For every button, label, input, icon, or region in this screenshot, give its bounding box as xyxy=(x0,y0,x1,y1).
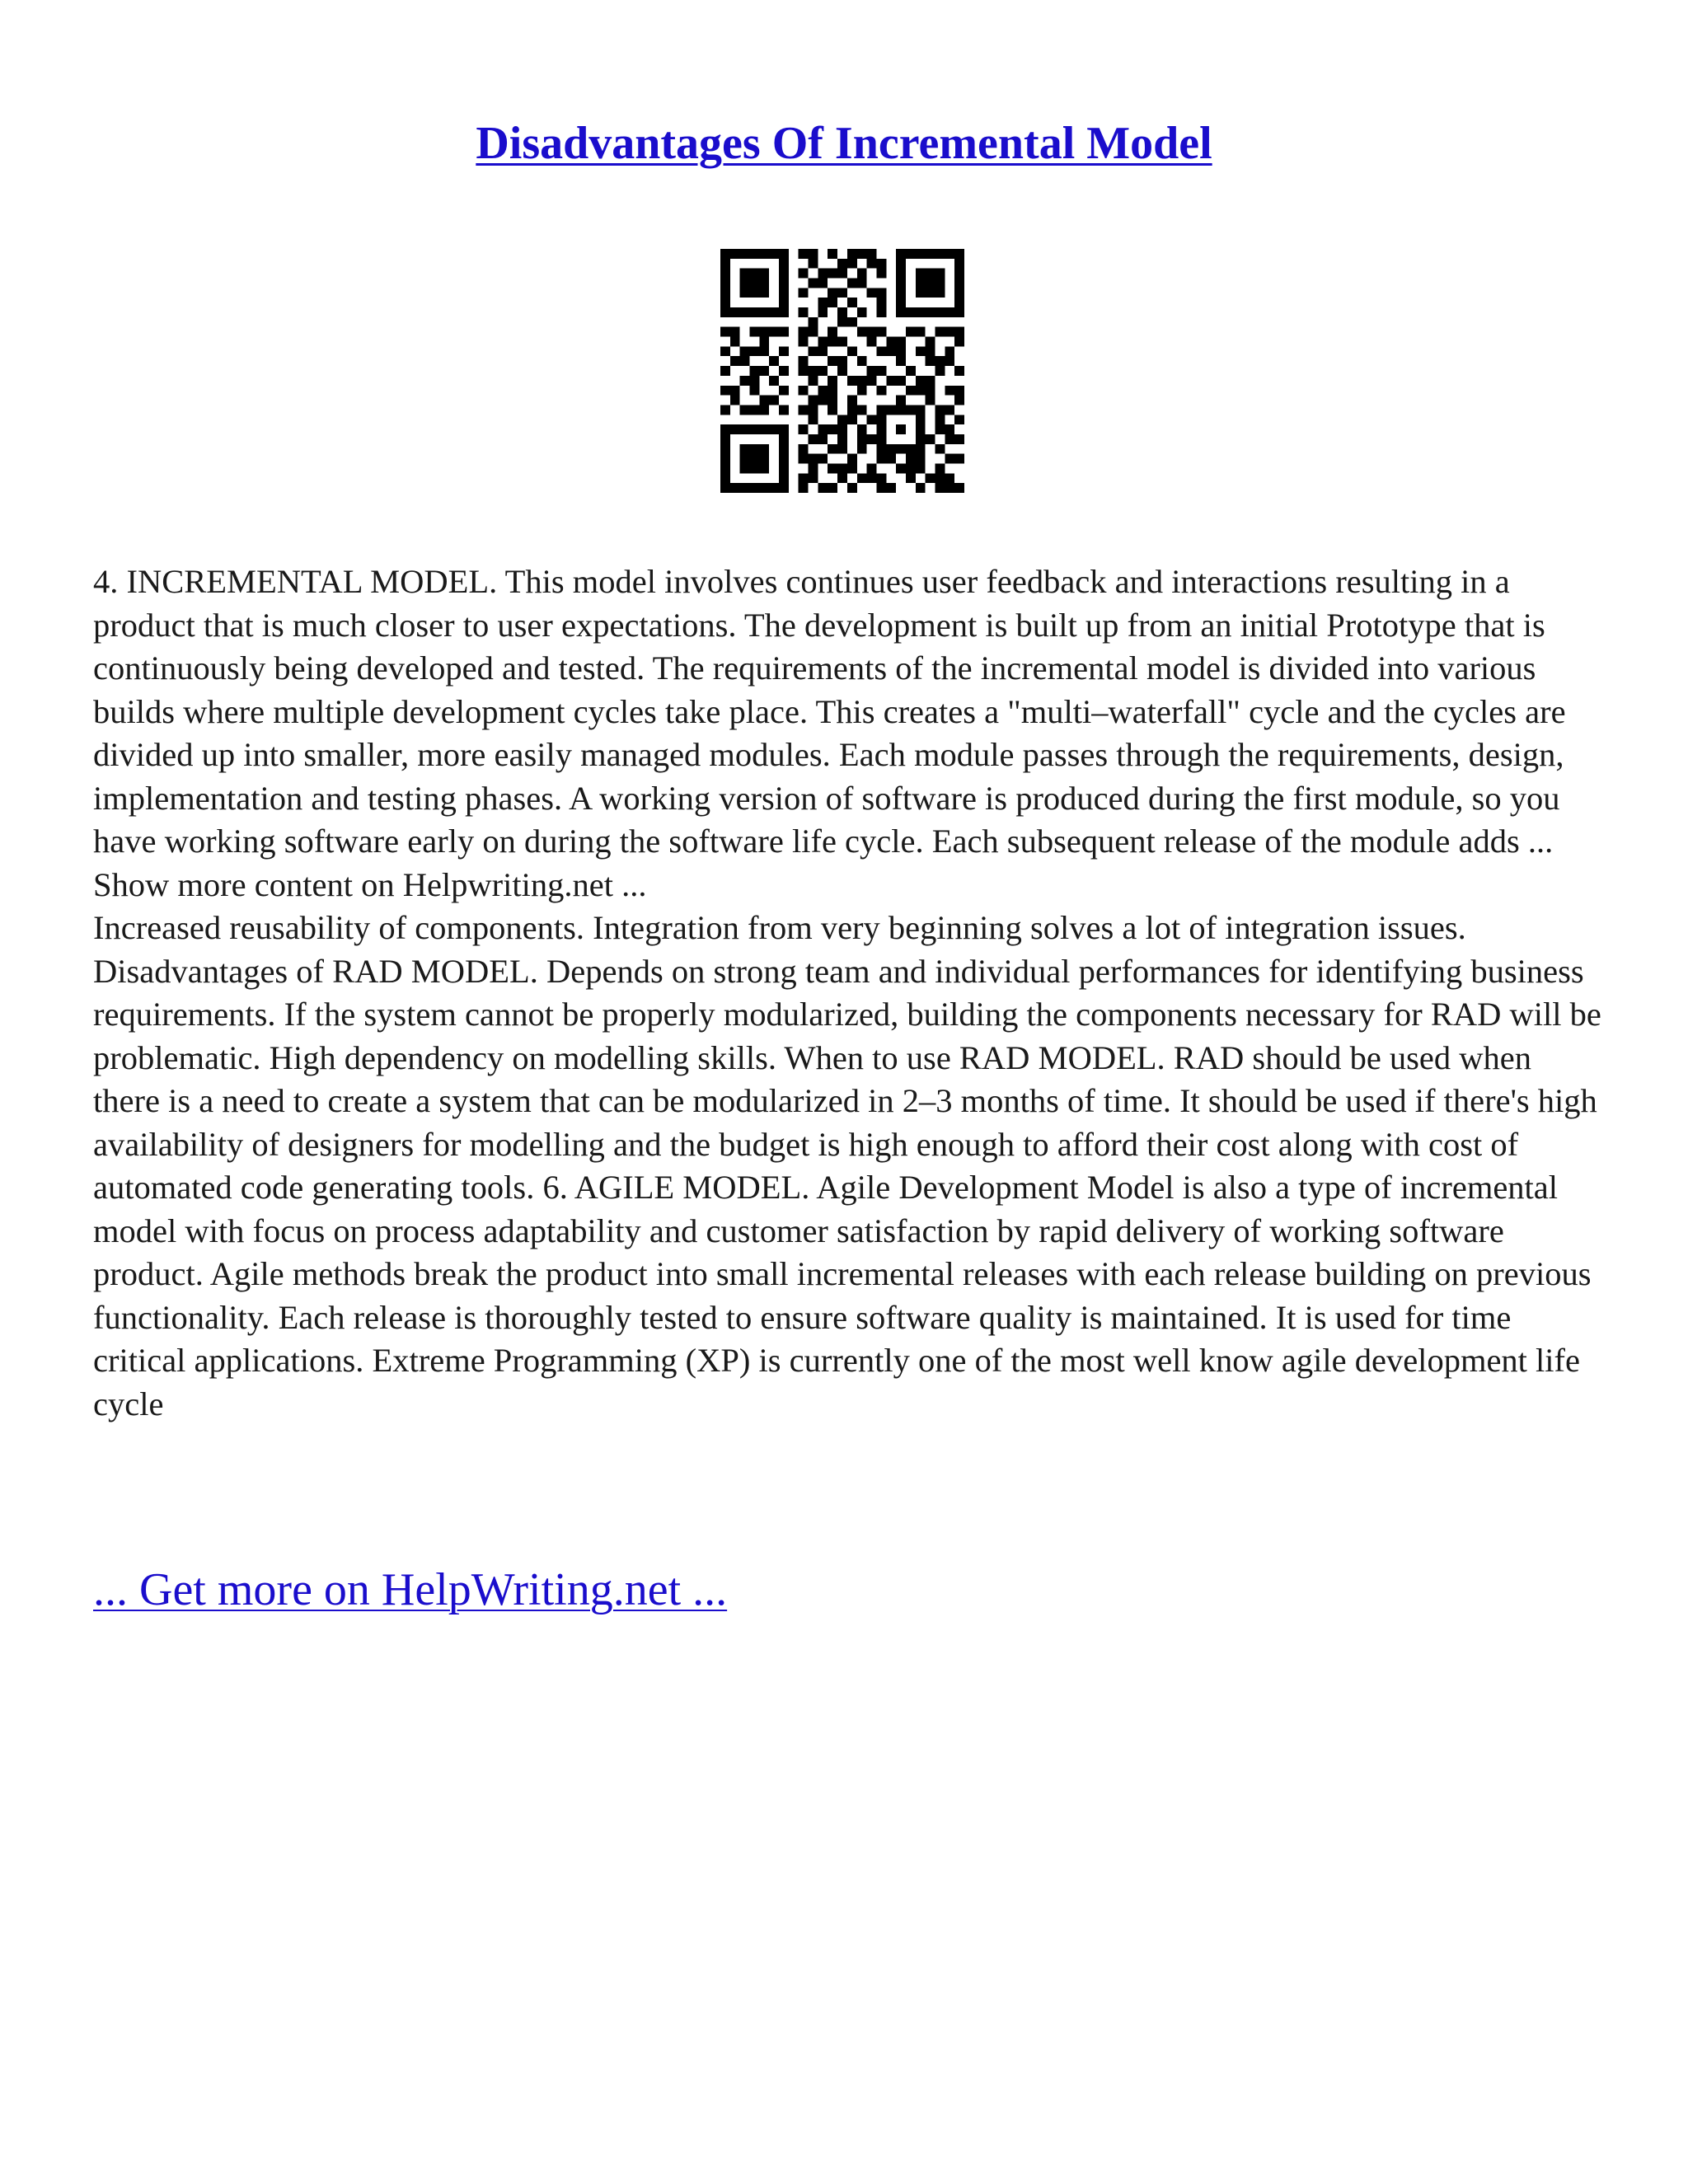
page-title xyxy=(0,114,1688,173)
title-link[interactable]: Disadvantages Of Incremental Model xyxy=(476,118,1212,169)
qr-code-icon[interactable] xyxy=(720,249,964,493)
get-more-link[interactable]: ... Get more on HelpWriting.net ... xyxy=(93,1564,728,1615)
get-more-container xyxy=(93,1560,727,1619)
paragraph-rad-agile-model: Increased reusability of components. Integration from very beginning solves a lot of integration issues. Disadvantages of RAD MODEL. Depends on strong team and individual performances for identifying business requirements. If the system cannot be properly modularized, building the components necessary for RAD will be problematic. High dependency on modelling skills. When to use RAD MODEL. RAD should be used when there is a need to create a system that can be modularized in 2–3 months of time. It should be used if there's high availability of designers for modelling and the budget is high enough to afford their cost along with cost of automated code generating tools. 6. AGILE MODEL. Agile Development Model is also a type of incremental model with focus on process adaptability and customer satisfaction by rapid delivery of working software product. Agile methods break the product into small incremental releases with each release building on previous functionality. Each release is thoroughly tested to ensure software quality is maintained. It is used for time critical applications. Extreme Programming (XP) is currently one of the most well know agile development life cycle xyxy=(93,909,1601,1422)
article-body xyxy=(93,560,1601,1426)
qr-code-graphic xyxy=(720,249,964,493)
paragraph-incremental-model: 4. INCREMENTAL MODEL. This model involves continues user feedback and interactions resulting in a product that is much closer to user expectations. The development is built up from an initial Prototype that is continuously being developed and tested. The requirements of the incremental model is divided into various builds where multiple development cycles take place. This creates a "multi–waterfall" cycle and the cycles are divided up into smaller, more easily managed modules. Each module passes through the requirements, design, implementation and testing phases. A working version of software is produced during the first module, so you have working software early on during the software life cycle. Each subsequent release of the module adds ... Show more content on Helpwriting.net ... xyxy=(93,563,1566,903)
